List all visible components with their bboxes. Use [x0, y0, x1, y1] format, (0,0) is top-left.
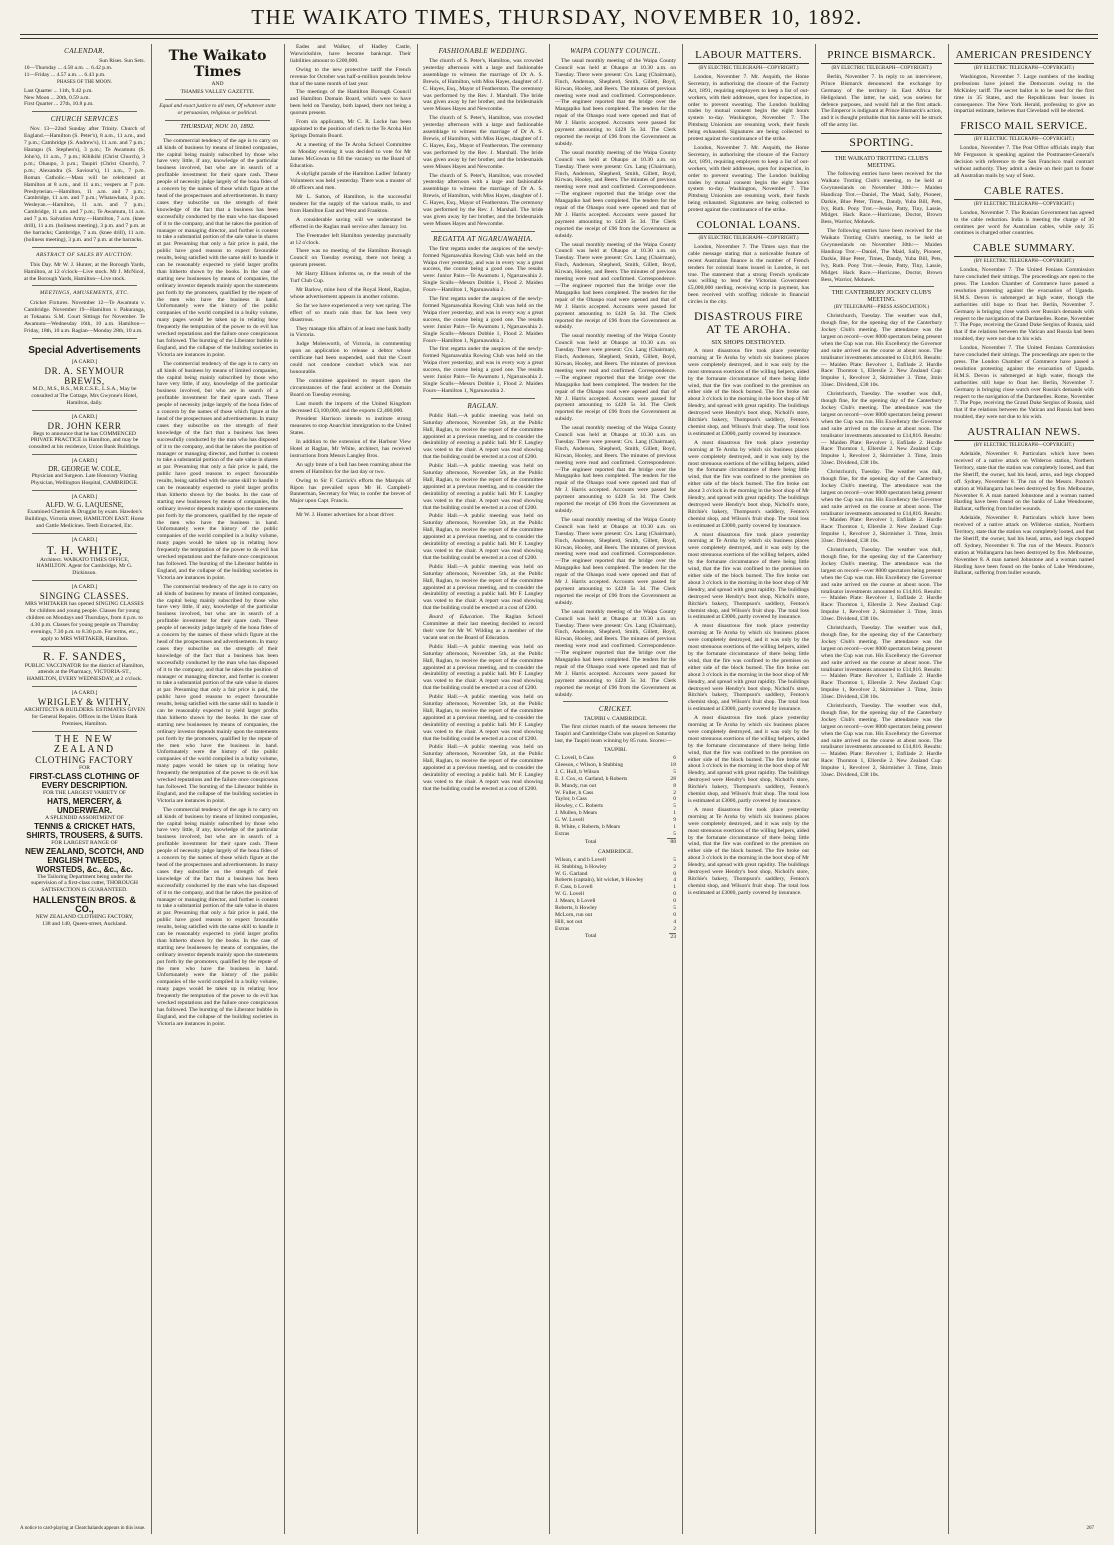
divider	[298, 508, 403, 509]
fire-heading: DISASTROUS FIRE AT TE AROHA.	[693, 309, 804, 337]
wedding-body-cont: The church of S. Peter's, Hamilton, was crowded yesterday afternoon with a large and fashionable assemblage to witness the marriage of Dr A. S. Brewis, of Hamilton, with Miss Hayes, daughter of J. C. Hayes, Esq., Mayor of Featherston. The ceremony was performed by the Rev. J. Marshall. The bride was given away by her brother, and the bridesmaids were Misses Hayes and Newcombe.	[423, 172, 543, 227]
paper-subtitle: THAMES VALLEY GAZETTE.	[180, 88, 255, 95]
ad-line: FOR	[79, 764, 90, 771]
news-item: Owing to the new protective tariff the French revenue for October was half-a-million pounds below that of the same month of last year.	[290, 66, 411, 87]
total-runs: 88	[667, 838, 676, 845]
waipa-body-cont: The usual monthly meeting of the Waipa County Council was held at Ohaupo at 10.30 a.m. on Tuesday. There were present: Crs. Lang (Chairman), Finch, Anderson, Shepherd, Smith, Gillett, Boyd, Kirwan, Hooley, and Beers. The minutes of previous meeting were read and confirmed. Correspondence.—The engineer reported that the bridge over the Mangapiko had been completed. The tenders for the repair of the Ohaupo road were opened and that of Mr J. Harris accepted. Accounts were passed for payment amounting to £428 5s 3d. The Clerk reported the receipt of £96 from the Government as subsidy.	[555, 516, 676, 606]
score-row	[555, 831, 676, 838]
total-label: Total	[585, 838, 597, 845]
batsman: W. G. Garland	[555, 870, 588, 877]
card-name: SINGING CLASSES.	[39, 591, 130, 602]
colonial-body: London, November 7. The Times says that the cable message stating that a noticeable feature of recent Australian finance is the number of French tenders for colonial loans issued in London, is not true. The statement that a strong French syndicate was willing to lend the Victorian Government £5,000,000 sterling, receiving scrip in payment, has been received with scoffing ridicule in financial circles in the city.	[688, 243, 809, 306]
trotting-heading: THE WAIKATO TROTTING CLUB'S MEETING.	[834, 156, 929, 170]
score-row	[555, 919, 676, 926]
column-7	[817, 44, 946, 1534]
score-row	[555, 905, 676, 912]
news-item: There was no meeting of the Hamilton Borough Council on Tuesday evening, there not being a quorum present.	[290, 248, 411, 269]
score-row	[555, 817, 676, 824]
divider	[32, 247, 137, 248]
nz-clothing-ad	[24, 735, 145, 928]
card-name: DR. JOHN KERR	[47, 420, 122, 431]
cricket-heading: CRICKET.	[598, 705, 633, 714]
divider	[32, 646, 137, 647]
runs: 1	[673, 824, 676, 831]
australian-news-body: Adelaide, November 8. Particulars which have been received of a native attack on Wilderoo station, Northern Territory, state that the station was completely looted, and that the Sheriff, the owner, had his head, arms, and legs chopped off. Sydney, November 8. The run of the Messrs. Paxton's station at Wallangarra has been destroyed by fire. Melbourne, November 8. A man named Johnstone and a woman named Harding have been found on the banks of Lake Wendouree, Ballarat, suffering from bullet wounds.	[954, 451, 1094, 513]
moon-heading: PHASES OF THE MOON.	[57, 79, 112, 85]
calendar-row: 10—Thursday ... 4.58 a.m. ... 6.42 p.m.	[24, 64, 113, 71]
column-divider	[948, 44, 949, 1534]
cable-rates-body: London, November 7. The Russian Government has agreed to the cable reduction. India is meeting the charge of 30 centimes per word for Australian cables, while only 35 centimes is charged other countries.	[954, 209, 1094, 237]
frisco-source: (BY ELECTRIC TELEGRAPH—COPYRIGHT.)	[973, 137, 1075, 143]
leading-article-cont: The commercial tendency of the age is to carry on all kinds of business by means of limited companies, the capital being mainly subscribed by those who have very little, if any, knowledge of the particular business involved, but who are in search of a profitable investment for their spare cash. These people of necessity judge largely of the bona fides of a concern by the names of those which figure at the head of the prospectuses and advertisements. In many cases they subscribe on the strength of their knowledge of the fact that a business has been successfully conducted by the man who has disposed of it to the company, and that he takes the position of manager or managing director, and further is content to take a substantial portion of the sale value in shares at par. Presuming that only a fair price is paid, the public have good reasons to expect favourable results, being satisfied with the same skill to handle it can be reasonably expected to yield larger profits than hitherto shown by the books. In the case of starting new businesses by means of companies, the ordinary investor depends mainly upon the statements put forth by the promoters, qualified by the repute of the men who have the business in hand. Unfortunately were the history of the public companies of the world compiled in a bulky volume, many pages would be taken up in relating how frequently the temptation of the power to do evil has wrecked reputations and the failure once conspicuous has followed. The bursting of the Liberator bubble in England, and the collapse of the building societies in Victoria are instances in point.	[157, 360, 278, 581]
moon-row: First Quarter ... 27th, 10.8 p.m.	[24, 101, 94, 108]
sporting-heading: SPORTING.	[821, 133, 942, 152]
canterbury-body-cont: Christchurch, Tuesday. The weather was dull, though fine, for the opening day of the Canterbury Jockey Club's meeting. The attendance was the largest on record—over 8000 spectators being present when the Cup was run. His Excellency the Governor and suite arrived on the course at about noon. The totalisator investments amounted to £14,816. Results:— Maiden Plate: Revolver 1, Enfilade 2. Hurdle Race: Thornton 1, Ellerslie 2. New Zealand Cup: Impulse 1, Revolver 2, Skirmisher 3. Time, 3min 33sec. Dividend, £38 10s.	[821, 625, 942, 701]
card-tag: [A CARD.]	[71, 359, 98, 365]
card-tag: [A CARD.]	[71, 458, 98, 465]
score-total-row	[555, 838, 676, 845]
ad-line: NEW ZEALAND, SCOTCH, AND ENGLISH TWEEDS, WORSTEDS, &c., &c., &c.	[25, 846, 144, 874]
card-kerr	[24, 414, 145, 452]
labour-body: London, November 7. Mr. Asquith, the Home Secretary, in authorising the closure of the Factory Act, 1891, requiring employers to keep a list of out-workers, with their addresses, open for inspection, in order to prevent sweating. The London building trades by mutual consent begin the eight hours system to-day. Washington, November 7. The Pittsburg Unionists are resuming work, their funds being exhausted. Signatures are being collected to protest against the continuance of the strike.	[688, 73, 809, 143]
score-row	[555, 898, 676, 905]
column-4	[419, 44, 547, 1534]
divider	[431, 231, 535, 232]
runs: 5	[673, 830, 676, 837]
divider	[32, 533, 137, 534]
card-tag: [A CARD.]	[71, 493, 98, 500]
labour-heading: LABOUR MATTERS.	[688, 49, 809, 64]
news-item: Mr Harry Ellison informs us, re the result of the Turf Club Cup.	[290, 271, 411, 285]
batsman: C. Lovell, b Cass	[555, 755, 594, 761]
raglan-body-cont: Public Hall.—A public meeting was held on Saturday afternoon, November 5th, at the Public Hall, Raglan, to receive the report of the committee appointed at a previous meeting, and to consider the desirability of erecting a public hall. Mr F. Langley was voted to the chair. A report was read showing that the building could be erected at a cost of £200.	[423, 463, 543, 511]
fire-body-cont: A most disastrous fire took place yesterday morning at Te Aroha by which six business places were completely destroyed, and it was only by the most strenuous exertions of the willing helpers, aided by the fortunate circumstance of there being little wind, that the fire was confined to the premises on either side of the block burned. The fire broke out about 3 o'clock in the morning in the boot shop of Mr Hendry, and spread with great rapidity. The buildings destroyed were Hendry's boot shop, Nicholl's store, Ritchie's bakery, Thompson's saddlery, Fenton's chemist shop, and Wilson's fruit shop. The total loss is estimated at £3000, partly covered by insurance.	[688, 439, 809, 529]
runs: 2	[673, 863, 676, 870]
news-item: An ugly brute of a bull has been roaming about the streets of Hamilton for the last day or two.	[290, 461, 411, 475]
taupiri-heading: TAUPIRI.	[603, 747, 627, 754]
news-item: The committee appointed to report upon the circumstances of the fatal accident at the Domain Board on Tuesday evening.	[290, 377, 411, 398]
news-item: They manage this affairs of at least one bank badly in Victoria.	[290, 325, 411, 339]
divider	[431, 398, 535, 399]
raglan-body-cont: Public Hall.—A public meeting was held on Saturday afternoon, November 5th, at the Public Hall, Raglan, to receive the report of the committee appointed at a previous meeting, and to consider the desirability of erecting a public hall. Mr F. Langley was voted to the chair. A report was read showing that the building could be erected at a cost of £200.	[423, 643, 543, 692]
cricket-body: The first cricket match of the season between the Taupiri and Cambridge Clubs was played on Saturday last, the Taupiri team winning by 85 runs. Scores:—	[555, 724, 676, 745]
regatta-body: The first regatta under the auspices of the newly-formed Ngaruawahia Rowing Club was held on the Waipa river yesterday, and was in every way a great success, the course being a good one. The results were: Junior Pairs—Te Awamutu 1, Ngaruawahia 2. Single Sculls—Messrs Dobbie 1, Flood 2. Maiden Fours—Hamilton 1, Ngaruawahia 2.	[423, 245, 543, 294]
card-singing	[24, 584, 145, 642]
column-divider	[151, 44, 152, 1534]
canterbury-body-cont: Christchurch, Tuesday. The weather was dull, though fine, for the opening day of the Canterbury Jockey Club's meeting. The attendance was the largest on record—over 8000 spectators being present when the Cup was run. His Excellency the Governor and suite arrived on the course at about noon. The totalisator investments amounted to £14,816. Results:— Maiden Plate: Revolver 1, Enfilade 2. Hurdle Race: Thornton 1, Ellerslie 2. New Zealand Cup: Impulse 1, Revolver 2, Skirmisher 3. Time, 3min 33sec. Dividend, £38 10s.	[821, 703, 942, 779]
australian-news-heading: AUSTRALIAN NEWS.	[954, 426, 1094, 441]
news-item: President Harrison intends to institute strong measures to stop Anarchist immigration to the United States.	[290, 416, 411, 437]
ad-line: FOR THE LARGEST VARIETY OF	[43, 789, 126, 796]
column-1	[20, 44, 149, 1534]
church-body: Nov. 13—22nd Sunday after Trinity. Church of England.—Hamilton (S. Peter's), 8 a.m., 11 a.m., and 7 p.m.; Cambridge (S. Andrew's), 11 a.m. and 7 p.m.; Hautapu (S. Stephen's), 3 p.m.; Te Awamutu (S. John's), 11 a.m., 7 p.m.; Kihikihi (Christ Church), 3 p.m.; Ohaupo, 3 p.m.; Taupiri (Christ Church), 7 p.m.; Alexandra (S. Saviour's), 11 a.m., 7 p.m. Roman Catholic.—Mass will be celebrated at Hamilton at 8 a.m., and 11 a.m.; vespers at 7 p.m. Presbyterian.—Hamilton, 11 a.m. and 7 p.m.; Cambridge, 11 a.m. and 7 p.m.; Whatawhata, 3 p.m. Wesleyan.—Hamilton, 11 a.m. and 7 p.m.; Cambridge, 11 a.m. and 7 p.m.; Te Awamutu, 11 a.m. and 7 p.m. Salvation Army.—Hamilton, 7 a.m. (knee drill), 11 a.m. (holiness meeting), 3 p.m. and 7 p.m. at the barracks; Cambridge, 7 a.m. (knee drill), 11 a.m. (holiness meeting), 3 p.m. and 7 p.m. at the barracks.	[24, 126, 145, 243]
cable-rates-heading: CABLE RATES.	[954, 185, 1094, 200]
card-tag: [A CARD.]	[71, 536, 98, 543]
total-runs: 23	[670, 933, 676, 940]
trotting-body-cont: The following entries have been received for the Waikato Trotting Club's meeting, to be held at Gwynneslands on November 30th:— Maiden Handicap Trot.—Daniel, The Maid, Sally, Pioneer, Darkie, Blue Peter, Times, Dandy, Yuba Bill, Pets, Ivy, Ruth. Pony Trot.—Jessie, Patty, Tiny, Lassie, Midget. Hack Race.—Hurricane, Doctor, Brown Bess, Warrior, Mohawk.	[821, 228, 942, 283]
meetings-body: Cricket Fixtures. November 12—Te Awamutu v. Cambridge. November 19—Hamilton v. Pakuranga, at Tokaanu. S.M. Court Sittings for November. Te Awamutu—Wednesday 16th, 10 a.m. Hamilton—Friday, 18th, 10 a.m. Raglan—Monday 28th, 10 a.m.	[24, 300, 145, 335]
sales-body: This Day. Mr W. J. Hunter, at the Borough Yards, Hamilton, at 12 o'clock—Live stock. Mr J. McNicol, at the Borough Yards, Hamilton—Live stock.	[24, 261, 145, 282]
fire-body-cont: A most disastrous fire took place yesterday morning at Te Aroha by which six business places were completely destroyed, and it was only by the most strenuous exertions of the willing helpers, aided by the fortunate circumstance of there being little wind, that the fire was confined to the premises on either side of the block burned. The fire broke out about 3 o'clock in the morning in the boot shop of Mr Hendry, and spread with great rapidity. The buildings destroyed were Hendry's boot shop, Nicholl's store, Ritchie's bakery, Thompson's saddlery, Fenton's chemist shop, and Wilson's fruit shop. The total loss is estimated at £3000, partly covered by insurance.	[688, 531, 809, 621]
batsman: Wilson, c and b Lovell	[555, 856, 606, 863]
divider	[165, 120, 270, 121]
batsman: Extras	[555, 831, 570, 838]
divider	[165, 99, 270, 100]
canterbury-body: Christchurch, Tuesday. The weather was dull, though fine, for the opening day of the Canterbury Jockey Club's meeting. The attendance was the largest on record—over 8000 spectators being present when the Cup was run. His Excellency the Governor and suite arrived on the course at about noon. The totalisator investments amounted to £14,816. Results:— Maiden Plate: Revolver 1, Enfilade 2. Hurdle Race: Thornton 1, Ellerslie 2. New Zealand Cup: Impulse 1, Revolver 2, Skirmisher 3. Time, 3min 33sec. Dividend, £38 10s.	[821, 313, 942, 389]
page-number: 267	[1086, 1526, 1094, 1531]
frisco-body: London, November 7. The Post Office officials imply that Mr Fergusson is speaking against the Postmaster-General's decision with reference to the San Francisco mail contract without authority. They admit a desire on their part to foster all Australian mails by way of Suez.	[954, 145, 1094, 179]
news-item: Mr L. Sutton, of Hamilton, is the successful tenderer for the supply of the various mails, to and from Hamilton East and West and Frankton.	[290, 194, 411, 214]
runs: 0	[673, 911, 676, 918]
ad-line: THE NEW ZEALAND	[53, 733, 116, 755]
cable-summary-body-cont: London, November 7. The United Fenians Commission have concluded their sittings. The proceedings are open to the press. The London Chamber of Commerce have passed a resolution protesting against the evacuation of Uganda. H.M.S. Devon is submerged at high water, though the authorities still hope to float her. Berlin, November 7. Germany is bringing close watch over Russia's demands with respect to the navigation of the Dardanelles. Rome, November 7. The Pope, receiving the Grand Duke Sergius of Russia, said that if the relations between the Vatican and Russia had been troubled, they were not due to his wish.	[954, 345, 1094, 421]
runs: 5	[673, 905, 676, 912]
runs: 4	[673, 877, 676, 884]
divider	[32, 285, 137, 286]
australian-news-source: (BY ELECTRIC TELEGRAPH—COPYRIGHT.)	[973, 443, 1075, 449]
batsman: Extras	[555, 926, 570, 932]
batsman: Howley, c C. Roberts	[555, 803, 603, 810]
divider	[563, 701, 668, 702]
score-total-row	[555, 933, 676, 940]
card-cole	[24, 458, 145, 487]
score-row	[555, 803, 676, 810]
taupiri-scores	[555, 755, 676, 846]
batsman: Roberts, b Howley	[555, 905, 598, 912]
wedding-body: The church of S. Peter's, Hamilton, was crowded yesterday afternoon with a large and fashionable assemblage to witness the marriage of Dr A. S. Brewis, of Hamilton, with Miss Hayes, daughter of J. C. Hayes, Esq., Mayor of Featherston. The ceremony was performed by the Rev. J. Marshall. The bride was given away by her brother, and the bridesmaids were Misses Hayes and Newcombe.	[423, 58, 543, 113]
column-divider	[815, 44, 816, 1534]
ad-line: FIRST-CLASS CLOTHING OF EVERY DESCRIPTION.	[29, 771, 140, 790]
card-name: T. H. WHITE,	[46, 542, 123, 557]
column-divider	[284, 44, 285, 1534]
batsman: Gleeson, c Wilson, b Stubbing	[555, 761, 624, 768]
australian-news-body-cont: Adelaide, November 8. Particulars which have been received of a native attack on Wilderoo station, Northern Territory, state that the station was completely looted, and that the Sheriff, the owner, had his head, arms, and legs chopped off. Sydney, November 8. The run of the Messrs. Paxton's station at Wallangarra has been destroyed by fire. Melbourne, November 8. A man named Johnstone and a woman named Harding have been found on the banks of Lake Wendouree, Ballarat, suffering from bullet wounds.	[954, 515, 1094, 577]
score-row	[555, 755, 676, 762]
score-row	[555, 769, 676, 776]
runs: 5	[673, 803, 676, 810]
runs: 6	[673, 755, 676, 761]
card-name: DR. A. SEYMOUR BREWIS,	[44, 365, 125, 386]
card-detail: Begs to announce that he has COMMENCED PRIVATE PRACTICE in Hamilton, and may be consulted at his residence, Union Bank Buildings.	[28, 430, 141, 451]
news-item: The Freetrader left Hamilton yesterday punctually at 12 o'clock.	[290, 232, 411, 246]
moon-row: New Moon ... 20th, 0.59 a.m.	[24, 94, 90, 101]
regatta-body-cont: The first regatta under the auspices of the newly-formed Ngaruawahia Rowing Club was held on the Waipa river yesterday, and was in every way a great success, the course being a good one. The results were: Junior Pairs—Te Awamutu 1, Ngaruawahia 2. Single Sculls—Messrs Dobbie 1, Flood 2. Maiden Fours—Hamilton 1, Ngaruawahia 2.	[423, 346, 543, 394]
ad-line: HATS, MERCERY, & UNDERWEAR.	[47, 796, 122, 815]
colonial-heading: COLONIAL LOANS.	[688, 219, 809, 234]
fire-subheading: SIX SHOPS DESTROYED.	[711, 339, 786, 347]
america-body: Washington, November 7. Large numbers of the leading professions have joined the Democrats owing to the McKinley tariff. The secret ballot is to be used for the first time in 35 States, and the Republicans fear losses in consequence. The New York Herald, professing to give an impartial estimate, believes that Cleveland will be elected.	[954, 73, 1094, 115]
batsman: E. J. Cox, st. Garland, b Roberts	[555, 775, 628, 782]
waipa-body-cont: The usual monthly meeting of the Waipa County Council was held at Ohaupo at 10.30 a.m. on Tuesday. There were present: Crs. Lang (Chairman), Finch, Anderson, Shepherd, Smith, Gillett, Boyd, Kirwan, Hooley, and Beers. The minutes of previous meeting were read and confirmed. Correspondence.—The engineer reported that the bridge over the Mangapiko had been completed. The tenders for the repair of the Ohaupo road were opened and that of Mr J. Harris accepted. Accounts were passed for payment amounting to £428 5s 3d. The Clerk reported the receipt of £96 from the Government as subsidy.	[555, 333, 676, 423]
news-item: A skylight parade of the Hamilton Ladies' Infantry Volunteers was held yesterday. There was a muster of 40 officers and men.	[290, 171, 411, 192]
calendar-subheading: Sun Rises. Sun Sets.	[99, 58, 145, 64]
column-5	[551, 44, 680, 1534]
column-divider	[549, 44, 550, 1534]
divider	[32, 410, 137, 411]
ad-line: NEW ZEALAND CLOTHING FACTORY,	[35, 914, 134, 921]
cable-summary-source: (BY ELECTRIC TELEGRAPH—COPYRIGHT.)	[973, 259, 1075, 265]
moon-row: Last Quarter ... 11th, 9.42 p.m.	[24, 87, 93, 94]
news-item: A considerable saving will we understand be effected in the Raglan mail service after January 1st.	[290, 216, 411, 230]
runs: 5	[673, 768, 676, 775]
batsman: J. C. Hull, b Wilson	[555, 768, 600, 775]
card-sandes	[24, 650, 145, 684]
masthead-rule-bottom	[20, 38, 1098, 39]
card-detail: Examined Chemist & Druggist by exam. Hawden's Buildings, Victoria street, HAMILTON EAST. Horse and Cattle Medicines. Teeth Extracted, Etc.	[24, 508, 145, 529]
fire-body-cont: A most disastrous fire took place yesterday morning at Te Aroha by which six business places were completely destroyed, and it was only by the most strenuous exertions of the willing helpers, aided by the fortunate circumstance of there being little wind, that the fire was confined to the premises on either side of the block burned. The fire broke out about 3 o'clock in the morning in the boot shop of Mr Hendry, and spread with great rapidity. The buildings destroyed were Hendry's boot shop, Nicholl's store, Ritchie's bakery, Thompson's saddlery, Fenton's chemist shop, and Wilson's fruit shop. The total loss is estimated at £3000, partly covered by insurance.	[688, 623, 809, 713]
card-white	[24, 537, 145, 578]
score-row	[555, 926, 676, 933]
news-item: So far we have experienced a very wet spring. The effect of so much rain thus far has been very disastrous.	[290, 302, 411, 323]
divider	[32, 731, 137, 732]
score-row	[555, 762, 676, 769]
waipa-body: The usual monthly meeting of the Waipa County Council was held at Ohaupo at 10.30 a.m. on Tuesday. There were present: Crs. Lang (Chairman), Finch, Anderson, Shepherd, Smith, Gillett, Boyd, Kirwan, Hooley, and Beers. The minutes of previous meeting were read and confirmed. Correspondence.—The engineer reported that the bridge over the Mangapiko had been completed. The tenders for the repair of the Ohaupo road were opened and that of Mr J. Harris accepted. Accounts were passed for payment amounting to £428 5s 3d. The Clerk reported the receipt of £96 from the Government as subsidy.	[555, 58, 676, 147]
waipa-body-cont: The usual monthly meeting of the Waipa County Council was held at Ohaupo at 10.30 a.m. on Tuesday. There were present: Crs. Lang (Chairman), Finch, Anderson, Shepherd, Smith, Gillett, Boyd, Kirwan, Hooley, and Beers. The minutes of previous meeting were read and confirmed. Correspondence.—The engineer reported that the bridge over the Mangapiko had been completed. The tenders for the repair of the Ohaupo road were opened and that of Mr J. Harris accepted. Accounts were passed for payment amounting to £428 5s 3d. The Clerk reported the receipt of £96 from the Government as subsidy.	[555, 149, 676, 239]
canterbury-heading: THE CANTERBURY JOCKEY CLUB'S MEETING.	[831, 290, 932, 304]
news-item: Mr W. J. Hunter advertises for a boat driver.	[296, 512, 395, 519]
column-8	[950, 44, 1098, 1534]
runs: 0	[673, 796, 676, 803]
runs: 1	[673, 884, 676, 891]
bismarck-heading: PRINCE BISMARCK.	[821, 49, 942, 64]
cable-rates-source: (BY ELECTRIC TELEGRAPH—COPYRIGHT.)	[973, 201, 1075, 207]
canterbury-body-cont: Christchurch, Tuesday. The weather was dull, though fine, for the opening day of the Canterbury Jockey Club's meeting. The attendance was the largest on record—over 8000 spectators being present when the Cup was run. His Excellency the Governor and suite arrived on the course at about noon. The totalisator investments amounted to £14,816. Results:— Maiden Plate: Revolver 1, Enfilade 2. Hurdle Race: Thornton 1, Ellerslie 2. New Zealand Cup: Impulse 1, Revolver 2, Skirmisher 3. Time, 3min 33sec. Dividend, £38 10s.	[821, 391, 942, 467]
batsman: B. Mundy, run out	[555, 782, 597, 789]
masthead-title: THE WAIKATO TIMES, THURSDAY, NOVEMBER 10, 1892.	[251, 5, 863, 29]
runs: 1	[673, 810, 676, 817]
calendar-row: 11—Friday ... 4.57 a.m. ... 6.43 p.m.	[24, 71, 106, 78]
waipa-body-cont: The usual monthly meeting of the Waipa County Council was held at Ohaupo at 10.30 a.m. on Tuesday. There were present: Crs. Lang (Chairman), Finch, Anderson, Shepherd, Smith, Gillett, Boyd, Kirwan, Hooley, and Beers. The minutes of previous meeting were read and confirmed. Correspondence.—The engineer reported that the bridge over the Mangapiko had been completed. The tenders for the repair of the Ohaupo road were opened and that of Mr J. Harris accepted. Accounts were passed for payment amounting to £428 5s 3d. The Clerk reported the receipt of £96 from the Government as subsidy.	[555, 425, 676, 514]
cable-summary-body: London, November 7. The United Fenians Commission have concluded their sittings. The proceedings are open to the press. The London Chamber of Commerce have passed a resolution protesting against the evacuation of Uganda. H.M.S. Devon is submerged at high water, though the authorities still hope to float her. Berlin, November 7. Germany is bringing close watch over Russia's demands with respect to the navigation of the Dardanelles. Rome, November 7. The Pope, receiving the Grand Duke Sergius of Russia, said that if the relations between the Vatican and Russia had been troubled, they were not due to his wish.	[954, 267, 1094, 343]
batsman: J. Mears, b Lovell	[555, 898, 596, 905]
card-laquesne	[24, 494, 145, 530]
card-detail: Physician and Surgeon. Late Honorary Visiting Physician, Wellington Hospital, CAMBRIDGE.	[30, 473, 139, 487]
score-row	[555, 912, 676, 919]
score-row	[555, 884, 676, 891]
ad-line: HALLENSTEIN BROS. & CO.,	[32, 895, 136, 915]
divider	[32, 338, 137, 339]
total-label: Total	[585, 933, 597, 940]
batsman: Roberts (captain), hit wicket, b Howley	[555, 877, 644, 884]
canterbury-body-cont: Christchurch, Tuesday. The weather was dull, though fine, for the opening day of the Canterbury Jockey Club's meeting. The attendance was the largest on record—over 8000 spectators being present when the Cup was run. His Excellency the Governor and suite arrived on the course at about noon. The totalisator investments amounted to £14,816. Results:— Maiden Plate: Revolver 1, Enfilade 2. Hurdle Race: Thornton 1, Ellerslie 2. New Zealand Cup: Impulse 1, Revolver 2, Skirmisher 3. Time, 3min 33sec. Dividend, £38 10s.	[821, 469, 942, 545]
score-row	[555, 810, 676, 817]
column-6	[684, 44, 813, 1534]
runs: 2	[673, 925, 676, 932]
sales-heading: ABSTRACT OF SALES BY AUCTION.	[36, 251, 133, 258]
waipa-heading: WAIPA COUNTY COUNCIL.	[570, 47, 661, 55]
leading-article-cont: The commercial tendency of the age is to carry on all kinds of business by means of limited companies, the capital being mainly subscribed by those who have very little, if any, knowledge of the particular business involved, but who are in search of a profitable investment for their spare cash. These people of necessity judge largely of the bona fides of a concern by the names of those which figure at the head of the prospectuses and advertisements. In many cases they subscribe on the strength of their knowledge of the fact that a business has been successfully conducted by the man who has disposed of it to the company, and that he takes the position of manager or managing director, and further is content to take a substantial portion of the sale value in shares at par. Presuming that only a fair price is paid, the public have good reasons to expect favourable results, being satisfied with the same skill to handle it can be reasonably expected to yield larger profits than hitherto shown by the books. In the case of starting new businesses by means of companies, the ordinary investor depends mainly upon the statements put forth by the promoters, qualified by the repute of the men who have the business in hand. Unfortunately were the history of the public companies of the world compiled in a bulky volume, many pages would be taken up in relating how frequently the temptation of the power to do evil has wrecked reputations and the failure once conspicuous has followed. The bursting of the Liberator bubble in England, and the collapse of the building societies in Victoria are instances in point.	[157, 806, 278, 1027]
masthead-rule-top	[20, 34, 1098, 35]
wedding-body-cont: The church of S. Peter's, Hamilton, was crowded yesterday afternoon with a large and fashionable assemblage to witness the marriage of Dr A. S. Brewis, of Hamilton, with Miss Hayes, daughter of J. C. Hayes, Esq., Mayor of Featherston. The ceremony was performed by the Rev. J. Marshall. The bride was given away by her brother, and the bridesmaids were Misses Hayes and Newcombe.	[423, 115, 543, 170]
raglan-body-cont: Public Hall.—A public meeting was held on Saturday afternoon, November 5th, at the Public Hall, Raglan, to receive the report of the committee appointed at a previous meeting, and to consider the desirability of erecting a public hall. Mr F. Langley was voted to the chair. A report was read showing that the building could be erected at a cost of £200.	[423, 563, 543, 612]
runs: 2	[673, 789, 676, 796]
score-row	[555, 864, 676, 871]
runs: 4	[673, 918, 676, 925]
card-name: DR. GEORGE W. COLE,	[48, 465, 121, 474]
america-heading: AMERICAN PRESIDENCY	[954, 49, 1094, 64]
ad-line: The Tailoring Department being under the supervision of a first-class cutter, THOROUGH SATISFACTION IS GUARANTEED.	[31, 873, 138, 894]
raglan-heading: RAGLAN.	[467, 401, 499, 410]
leading-article: The commercial tendency of the age is to carry on all kinds of business by means of limited companies, the capital being mainly subscribed by those who have very little, if any, knowledge of the particular business involved, but who are in search of a profitable investment for their spare cash. These people of necessity judge largely of the bona fides of a concern by the names of those which figure at the head of the prospectuses and advertisements. In many cases they subscribe on the strength of their knowledge of the fact that a business has been successfully conducted by the man who has disposed of it to the company, and that he takes the position of manager or managing director, and further is content to take a substantial portion of the sale value in shares at par. Presuming that only a fair price is paid, the public have good reasons to expect favourable results, being satisfied with the same skill to handle it can be reasonably expected to yield larger profits than hitherto shown by the books. In the case of starting new businesses by means of companies, the ordinary investor depends mainly upon the statements put forth by the promoters, qualified by the repute of the men who have the business in hand. Unfortunately were the history of the public companies of the world compiled in a bulky volume, many pages would be taken up in relating how frequently the temptation of the power to do evil has wrecked reputations and the failure once conspicuous has followed. The bursting of the Liberator bubble in England, and the collapse of the building societies in Victoria are instances in point.	[157, 137, 278, 358]
wedding-heading: FASHIONABLE WEDDING.	[438, 47, 528, 55]
score-row	[555, 824, 676, 831]
labour-body-cont: London, November 7. Mr. Asquith, the Home Secretary, in authorising the closure of the Factory Act, 1891, requiring employers to keep a list of out-workers, with their addresses, open for inspection, in order to prevent sweating. The London building trades by mutual consent begin the eight hours system to-day. Washington, November 7. The Pittsburg Unionists are resuming work, their funds being exhausted. Signatures are being collected to protest against the continuance of the strike.	[688, 144, 809, 214]
runs: 8	[673, 782, 676, 789]
ad-line: CLOTHING FACTORY	[35, 754, 134, 765]
news-item: Eades and Walker, of Hadley Castle, Warwickshire, have become bankrupt. Their liabilities amount to £200,000.	[290, 44, 411, 64]
card-name: R. F. SANDES,	[42, 648, 127, 663]
score-row	[555, 857, 676, 864]
score-row	[555, 796, 676, 803]
issue-date: THURSDAY, NOV. 10, 1892.	[180, 122, 255, 130]
news-item: Mr Barlow, mine host of the Royal Hotel, Raglan, whose advertisement appears in another column.	[290, 287, 411, 300]
score-row	[555, 783, 676, 790]
fire-body-cont: A most disastrous fire took place yesterday morning at Te Aroha by which six business places were completely destroyed, and it was only by the most strenuous exertions of the willing helpers, aided by the fortunate circumstance of there being little wind, that the fire was confined to the premises on either side of the block burned. The fire broke out about 3 o'clock in the morning in the boot shop of Mr Hendry, and spread with great rapidity. The buildings destroyed were Hendry's boot shop, Nicholl's store, Ritchie's bakery, Thompson's saddlery, Fenton's chemist shop, and Wilson's fruit shop. The total loss is estimated at £3000, partly covered by insurance.	[688, 715, 809, 804]
ad-line: TENNIS & CRICKET HATS, SHIRTS, TROUSERS, & SUITS.	[26, 821, 143, 840]
regatta-body-cont: The first regatta under the auspices of the newly-formed Ngaruawahia Rowing Club was held on the Waipa river yesterday, and was in every way a great success, the course being a good one. The results were: Junior Pairs—Te Awamutu 1, Ngaruawahia 2. Single Sculls—Messrs Dobbie 1, Flood 2. Maiden Fours—Hamilton 1, Ngaruawahia 2.	[423, 296, 543, 344]
divider	[829, 286, 934, 287]
bismarck-source: (BY ELECTRIC TELEGRAPH—COPYRIGHT.)	[831, 66, 932, 71]
divider	[165, 134, 270, 135]
news-item: Owing to Sir F. Garrick's efforts the Marquis of Ripon has prevailed upon Mr H. Campbell-Bannerman, Secretary for War, to confer the brevet of Major upon Capt. Francis.	[290, 477, 411, 505]
paper-title: The Waikato Times	[168, 48, 267, 80]
card-brewis	[24, 359, 145, 407]
paper-motto: Equal and exact justice to all men, Of whatever state or persuasion, religious or political.	[159, 102, 276, 116]
waipa-body-cont: The usual monthly meeting of the Waipa County Council was held at Ohaupo at 10.30 a.m. on Tuesday. There were present: Crs. Lang (Chairman), Finch, Anderson, Shepherd, Smith, Gillett, Boyd, Kirwan, Hooley, and Beers. The minutes of previous meeting were read and confirmed. Correspondence.—The engineer reported that the bridge over the Mangapiko had been completed. The tenders for the repair of the Ohaupo road were opened and that of Mr J. Harris accepted. Accounts were passed for payment amounting to £428 5s 3d. The Clerk reported the receipt of £96 from the Government as subsidy.	[555, 241, 676, 331]
meetings-heading: MEETINGS, AMUSEMENTS, ETC.	[39, 290, 130, 297]
news-item: Last month the imports of the United Kingdom decreased £3,100,000, and the exports £2,400,000.	[290, 400, 411, 414]
batsman: McLorn, run out	[555, 911, 593, 918]
cable-summary-heading: CABLE SUMMARY.	[954, 242, 1094, 257]
runs: 9	[673, 817, 676, 824]
batsman: G. W. Lovell	[555, 817, 584, 824]
runs: 28	[670, 775, 676, 782]
waipa-body-cont: The usual monthly meeting of the Waipa County Council was held at Ohaupo at 10.30 a.m. on Tuesday. There were present: Crs. Lang (Chairman), Finch, Anderson, Shepherd, Smith, Gillett, Boyd, Kirwan, Hooley, and Beers. The minutes of previous meeting were read and confirmed. Correspondence.—The engineer reported that the bridge over the Mangapiko had been completed. The tenders for the repair of the Ohaupo road were opened and that of Mr J. Harris accepted. Accounts were passed for payment amounting to £428 5s 3d. The Clerk reported the receipt of £96 from the Government as subsidy.	[555, 608, 676, 698]
fire-body-cont: A most disastrous fire took place yesterday morning at Te Aroha by which six business places were completely destroyed, and it was only by the most strenuous exertions of the willing helpers, aided by the fortunate circumstance of there being little wind, that the fire was confined to the premises on either side of the block burned. The fire broke out about 3 o'clock in the morning in the boot shop of Mr Hendry, and spread with great rapidity. The buildings destroyed were Hendry's boot shop, Nicholl's store, Ritchie's bakery, Thompson's saddlery, Fenton's chemist shop, and Wilson's fruit shop. The total loss is estimated at £3000, partly covered by insurance.	[688, 806, 809, 896]
divider	[32, 580, 137, 581]
runs: 5	[673, 856, 676, 863]
runs: 18	[670, 761, 676, 768]
column-3	[286, 44, 415, 1534]
footer-note: A notice to card-playing at Clearchalands appears in this issue.	[20, 1526, 146, 1531]
batsman: W. G. Lovell	[555, 891, 585, 898]
card-name: WRIGLEY & WITHY,	[37, 697, 132, 708]
card-detail: ARCHITECTS & BUILDERS. ESTIMATES GIVEN for General Repairs. Offices in the Union Bank Premises, Hamilton.	[24, 707, 145, 727]
runs: 0	[673, 898, 676, 905]
score-row	[555, 776, 676, 783]
calendar-heading: CALENDAR.	[64, 47, 105, 55]
card-tag: [A CARD.]	[71, 690, 98, 697]
batsman: H. Stubbing, b Howley	[555, 863, 607, 870]
batsman: R. White, c Roberts, b Mears	[555, 824, 621, 831]
news-item: From six applicants, Mr C. R. Locke has been appointed to the position of clerk to the Te Aroha Hot Springs Domain Board.	[290, 119, 411, 139]
education-body: Board of Education. The Raglan School Committee at their last meeting decided to record their vote for Mr W. Wilding as a member of the vacant seat on the Board of Education.	[423, 614, 543, 641]
score-row	[555, 790, 676, 797]
card-detail: PUBLIC VACCINATOR for the district of Hamilton, attends at the Pharmacy, VICTORIA-ST., HAMILTON, EVERY WEDNESDAY, at 2 o'clock.	[24, 662, 145, 683]
america-source: (BY ELECTRIC TELEGRAPH—COPYRIGHT.)	[973, 66, 1075, 71]
cambridge-scores	[555, 857, 676, 941]
ad-line: FOR LARGEST RANGE OF	[51, 839, 118, 846]
regatta-heading: REGATTA AT NGARUAWAHIA.	[433, 234, 533, 243]
canterbury-body-cont: Christchurch, Tuesday. The weather was dull, though fine, for the opening day of the Canterbury Jockey Club's meeting. The attendance was the largest on record—over 8000 spectators being present when the Cup was run. His Excellency the Governor and suite arrived on the course at about noon. The totalisator investments amounted to £14,816. Results:— Maiden Plate: Revolver 1, Enfilade 2. Hurdle Race: Thornton 1, Ellerslie 2. New Zealand Cup: Impulse 1, Revolver 2, Skirmisher 3. Time, 3min 33sec. Dividend, £38 10s.	[821, 547, 942, 623]
bismarck-body: Berlin, November 7. In reply to an interviewer, Prince Bismarck denounced the exchange by Germany of the territory in East Africa for Heligoland. The latter, he said, was useless for defence purposes, and would fall at the first attack. The Emperor is indignant at Prince Bismarck's action, and it is thought probable that his name will be struck off the army list.	[821, 73, 942, 129]
card-detail: M.D., M.S., B.S., M.R.C.S.E., L.S.A., May be consulted at The Cottage, Mrs Gwynne's Hotel, Hamilton, daily.	[31, 385, 138, 406]
frisco-heading: FRISCO MAIL SERVICE.	[954, 120, 1094, 135]
trotting-body: The following entries have been received for the Waikato Trotting Club's meeting, to be held at Gwynneslands on November 30th:— Maiden Handicap Trot.—Daniel, The Maid, Sally, Pioneer, Darkie, Blue Peter, Times, Dandy, Yuba Bill, Pets, Ivy, Ruth. Pony Trot.—Jessie, Patty, Tiny, Lassie, Midget. Hack Race.—Hurricane, Doctor, Brown Bess, Warrior, Mohawk.	[821, 170, 942, 226]
batsman: J. Mullen, b Mears	[555, 810, 598, 817]
cambridge-heading: CAMBRIDGE.	[598, 848, 633, 855]
news-item: The meetings of the Hamilton Borough Council and Hamilton Domain Board, which were to have been held on Tuesday, both lapsed, there not being a quorum present.	[290, 89, 411, 117]
divider	[32, 454, 137, 455]
raglan-body-cont: Public Hall.—A public meeting was held on Saturday afternoon, November 5th, at the Public Hall, Raglan, to receive the report of the committee appointed at a previous meeting, and to consider the desirability of erecting a public hall. Mr F. Langley was voted to the chair. A report was read showing that the building could be erected at a cost of £200.	[423, 694, 543, 742]
card-name: ALFD. W. G. LAQUESNE,	[45, 500, 124, 509]
news-item: At a meeting of the Te Aroha School Committee on Monday evening it was decided to vote for Mr James McGowan to fill the vacancy on the Board of Education.	[290, 141, 411, 169]
runs: 0	[673, 870, 676, 877]
card-detail: Architect. WAIKATO TIMES OFFICE, HAMILTON. Agent for Cambridge, Mr G. Dickinson.	[36, 556, 133, 577]
colonial-source: (BY ELECTRIC TELEGRAPH—COPYRIGHT.)	[698, 236, 799, 242]
news-item: In addition to the extension of the Harbour View Hotel at Raglan, Mr White, architect, has received instructions from Messrs Langley Bros.	[290, 439, 411, 459]
runs: 0	[673, 891, 676, 898]
batsman: Hill, not out	[555, 918, 583, 925]
news-item: Judge Molesworth, of Victoria, in commenting upon an application to release a debtor whose certificate had been suspended, said that the Court could not condone conduct which was not honourable.	[290, 341, 411, 375]
column-2	[153, 44, 282, 1534]
ad-line: A SPLENDID ASSORTMENT OF	[45, 814, 124, 821]
raglan-body-cont: Public Hall.—A public meeting was held on Saturday afternoon, November 5th, at the Public Hall, Raglan, to receive the report of the committee appointed at a previous meeting, and to consider the desirability of erecting a public hall. Mr F. Langley was voted to the chair. A report was read showing that the building could be erected at a cost of £200.	[423, 744, 543, 792]
score-row	[555, 891, 676, 898]
masthead	[0, 0, 1114, 34]
leading-article-cont: The commercial tendency of the age is to carry on all kinds of business by means of limited companies, the capital being mainly subscribed by those who have very little, if any, knowledge of the particular business involved, but who are in search of a profitable investment for their spare cash. These people of necessity judge largely of the bona fides of a concern by the names of those which figure at the head of the prospectuses and advertisements. In many cases they subscribe on the strength of their knowledge of the fact that a business has been successfully conducted by the man who has disposed of it to the company, and that he takes the position of manager or managing director, and further is content to take a substantial portion of the sale value in shares at par. Presuming that only a fair price is paid, the public have good reasons to expect favourable results, being satisfied with the same skill to handle it can be reasonably expected to yield larger profits than hitherto shown by the books. In the case of starting new businesses by means of companies, the ordinary investor depends mainly upon the statements put forth by the promoters, qualified by the repute of the men who have the business in hand. Unfortunately were the history of the public companies of the world compiled in a bulky volume, many pages would be taken up in relating how frequently the temptation of the power to do evil has wrecked reputations and the failure once conspicuous has followed. The bursting of the Liberator bubble in England, and the collapse of the building societies in Victoria are instances in point.	[157, 583, 278, 804]
ad-line: 138 and 140, Queen-street, Auckland.	[42, 921, 127, 928]
raglan-body: Public Hall.—A public meeting was held on Saturday afternoon, November 5th, at the Public Hall, Raglan, to receive the report of the committee appointed at a previous meeting, and to consider the desirability of erecting a public hall. Mr F. Langley was voted to the chair. A report was read showing that the building could be erected at a cost of £200.	[423, 412, 543, 461]
card-wrigley	[24, 690, 145, 728]
card-detail: MRS WHITAKER has opened SINGING CLASSES for children and young people. Classes for young children on Mondays and Thursdays, from 4 p.m. to 4.30 p.m. Classes for young people on Thursday evenings, 7.30 p.m. to 8.30 p.m. For terms, etc., apply to MRS WHITAKER, Hamilton.	[25, 601, 144, 642]
canterbury-source: (BY TELEGRAPH—PRESS ASSOCIATION.)	[833, 305, 930, 311]
card-tag: [A CARD.]	[71, 413, 98, 420]
divider	[32, 686, 137, 687]
labour-source: (BY ELECTRIC TELEGRAPH—COPYRIGHT.)	[698, 66, 799, 71]
fire-body: A most disastrous fire took place yesterday morning at Te Aroha by which six business places were completely destroyed, and it was only by the most strenuous exertions of the willing helpers, aided by the fortunate circumstance of there being little wind, that the fire was confined to the premises on either side of the block burned. The fire broke out about 3 o'clock in the morning in the boot shop of Mr Hendry, and spread with great rapidity. The buildings destroyed were Hendry's boot shop, Nicholl's store, Ritchie's bakery, Thompson's saddlery, Fenton's chemist shop, and Wilson's fruit shop. The total loss is estimated at £3000, partly covered by insurance.	[688, 348, 809, 437]
raglan-body-cont: Public Hall.—A public meeting was held on Saturday afternoon, November 5th, at the Public Hall, Raglan, to receive the report of the committee appointed at a previous meeting, and to consider the desirability of erecting a public hall. Mr F. Langley was voted to the chair. A report was read showing that the building could be erected at a cost of £200.	[423, 513, 543, 561]
column-divider	[417, 44, 418, 1534]
special-ads-heading: Special Advertisements	[28, 345, 141, 356]
paper-and: AND	[211, 81, 224, 87]
card-tag: [A CARD.]	[71, 584, 98, 591]
score-row	[555, 877, 676, 884]
batsman: W. Fuller, b Cass	[555, 789, 594, 796]
column-divider	[682, 44, 683, 1534]
divider	[32, 111, 137, 112]
batsman: F. Cass, b Lovell	[555, 884, 593, 891]
church-heading: CHURCH SERVICES	[50, 115, 119, 124]
cricket-match: TAUPIRI v. CAMBRIDGE.	[583, 716, 648, 723]
batsman: Taylor, b Cass	[555, 796, 587, 803]
divider	[32, 490, 137, 491]
